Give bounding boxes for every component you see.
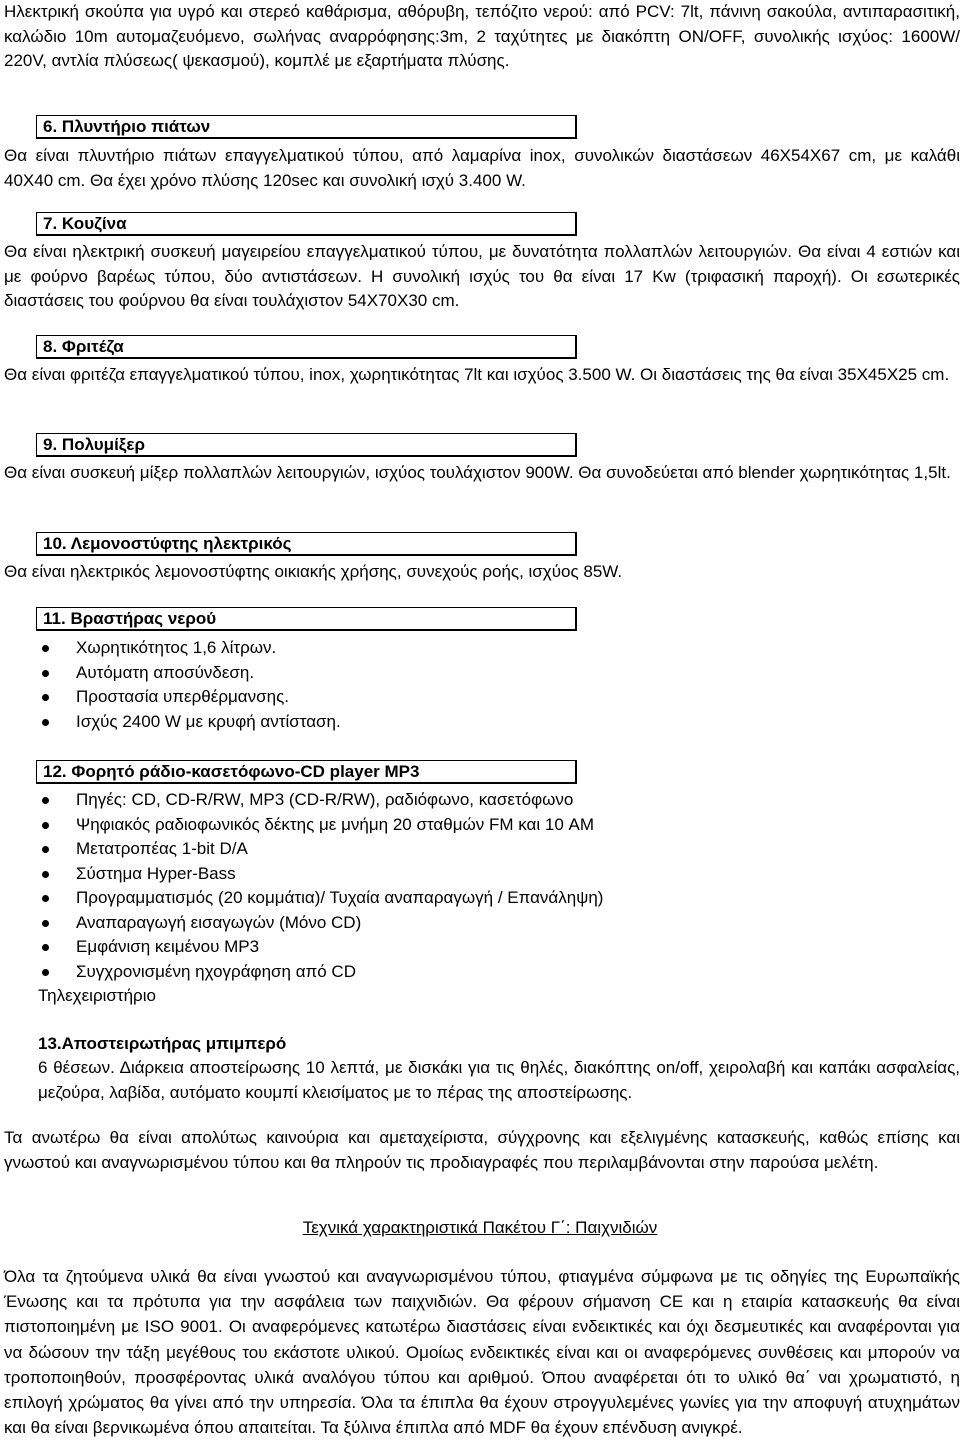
- section-9-title: Πολυμίξερ: [61, 435, 145, 454]
- section-12-title: Φορητό ράδιο-κασετόφωνο-CD player MP3: [71, 762, 420, 781]
- list-item: Ισχύς 2400 W με κρυφή αντίσταση.: [4, 710, 341, 735]
- list-item: Χωρητικότητος 1,6 λίτρων.: [4, 636, 341, 661]
- section-7-text: Θα είναι ηλεκτρική συσκευή μαγειρείου επαγγελματικού τύπου, με δυνατότητα πολλαπλών λειτουργιών. Θα είναι 4 εστιών και με φούρνο βαρέως τύπου, δύο αντιστάσεων. Η συνολική ισχύς του θα είναι 17 Kw (τριφασική παροχή). Οι εσωτερικές διαστάσεις του φούρνου θα είναι τουλάχιστον 54Χ70Χ30 cm.: [4, 242, 960, 310]
- section-10-number: 10.: [43, 534, 67, 553]
- section-11-heading: [36, 607, 577, 631]
- list-item: Προγραμματισμός (20 κομμάτια)/ Τυχαία αναπαραγωγή / Επανάληψη): [4, 886, 603, 911]
- section-8-heading: [36, 335, 577, 359]
- section-9-text: Θα είναι συσκευή μίξερ πολλαπλών λειτουργιών, ισχύος τουλάχιστον 900W. Θα συνοδεύεται από blender χωρητικότητας 1,5lt.: [4, 463, 951, 482]
- section-13-title: Αποστειρωτήρας μπιμπερό: [61, 1034, 287, 1053]
- section-6-text: Θα είναι πλυντήριο πιάτων επαγγελματικού τύπου, από λαμαρίνα inox, συνολικών διαστάσεων 46Χ54Χ67 cm, με καλάθι 40Χ40 cm. Θα έχει χρόνο πλύσης 120sec και συνολική ισχύ 3.400 W.: [4, 146, 960, 190]
- section-13-heading: [38, 1032, 286, 1056]
- section-8-number: 8.: [43, 337, 58, 356]
- section-11-number: 11.: [43, 609, 66, 628]
- list-item: Προστασία υπερθέρμανσης.: [4, 685, 341, 710]
- section-12-heading: [36, 760, 577, 784]
- section-10-heading: [36, 532, 577, 556]
- section-10-text: Θα είναι ηλεκτρικός λεμονοστύφτης οικιακής χρήσης, συνεχούς ροής, ισχύος 85W.: [4, 562, 623, 581]
- section-9-heading: [36, 433, 577, 457]
- package-heading: Τεχνικά χαρακτηριστικά Πακέτου Γ΄: Παιχνιδιών: [302, 1218, 658, 1237]
- section-6-number: 6.: [43, 117, 58, 136]
- list-item: Αυτόματη αποσύνδεση.: [4, 661, 341, 686]
- section-7-heading: [36, 212, 577, 236]
- list-item: Αναπαραγωγή εισαγωγών (Μόνο CD): [4, 911, 603, 936]
- section-11-list: [4, 636, 341, 734]
- section-10-title: Λεμονοστύφτης ηλεκτρικός: [70, 534, 292, 553]
- section-12-list: [4, 788, 603, 984]
- section-7-number: 7.: [43, 214, 58, 233]
- section-12-trailing: Τηλεχειριστήριο: [38, 986, 156, 1005]
- package-paragraph: Όλα τα ζητούμενα υλικά θα είναι γνωστού και αναγνωρισμένου τύπου, φτιαγμένα σύμφωνα με τις οδηγίες της Ευρωπαϊκής Ένωσης και τα πρότυπα για την ασφάλεια των παιχνιδιών. Θα φέρουν σήμανση CE και η εταιρία κατασκευής θα είναι πιστοποιημένη με ISO 9001. Οι αναφερόμενες κατωτέρω διαστάσεις είναι ενδεικτικές και όχι δεσμευτικές και αναφέρονται για να δώσουν την τάξη μεγέθους του εκάστοτε υλικού. Ομοίως ενδεικτικές είναι και οι αναφερόμενες συνθέσεις και μπορούν να τροποποιηθούν, προσφέροντας υλικά αναλόγου τύπου και αριθμού. Όπου αναφέρεται ότι το υλικό θα΄ ναι χρωματιστό, η επιλογή χρώματος θα γίνει από την υπηρεσία. Όλα τα έπιπλα θα έχουν στρογγυλεμένες γωνίες για την αποφυγή ατυχημάτων και θα είναι βερνικωμένα όπου απαιτείται. Τα ξύλινα έπιπλα από MDF θα έχουν επένδυση ανιγκρέ.: [4, 1267, 960, 1438]
- list-item: Πηγές: CD, CD-R/RW, MP3 (CD-R/RW), ραδιόφωνο, κασετόφωνο: [4, 788, 603, 813]
- section-6-title: Πλυντήριο πιάτων: [61, 117, 211, 136]
- section-8-title: Φριτέζα: [61, 337, 124, 356]
- section-13-number: 13.: [38, 1034, 62, 1053]
- closing-paragraph: Τα ανωτέρω θα είναι απολύτως καινούρια και αμεταχείριστα, σύγχρονης και εξελιγμένης κατασκευής, καθώς επίσης και γνωστού και αναγνωρισμένου τύπου και θα πληρούν τις προδιαγραφές που περιλαμβάνονται στην παρούσα μελέτη.: [4, 1128, 960, 1172]
- section-8-text: Θα είναι φριτέζα επαγγελματικού τύπου, inox, χωρητικότητας 7lt και ισχύος 3.500 W. Οι διαστάσεις της θα είναι 35Χ45Χ25 cm.: [4, 365, 950, 384]
- section-12-number: 12.: [43, 762, 67, 781]
- list-item: Μετατροπέας 1-bit D/A: [4, 837, 603, 862]
- list-item: Εμφάνιση κειμένου MP3: [4, 935, 603, 960]
- section-11-title: Βραστήρας νερού: [70, 609, 217, 628]
- intro-paragraph: Ηλεκτρική σκούπα για υγρό και στερεό καθάρισμα, αθόρυβη, τεπόζιτο νερού: από PCV: 7lt, πάνινη σακούλα, αντιπαρασιτική, καλώδιο 10m αυτομαζευόμενο, σωλήνας αναρρόφησης:3m, 2 ταχύτητες με διακόπτη ON/OFF, συνολικής ισχύος: 1600W/ 220V, αντλία πλύσεως( ψεκασμού), κομπλέ με εξαρτήματα πλύσης.: [4, 2, 960, 70]
- section-6-heading: [36, 115, 577, 139]
- section-9-number: 9.: [43, 435, 58, 454]
- list-item: Σύστημα Hyper-Bass: [4, 862, 603, 887]
- section-7-title: Κουζίνα: [61, 214, 127, 233]
- list-item: Συγχρονισμένη ηχογράφηση από CD: [4, 960, 603, 985]
- section-13-text: 6 θέσεων. Διάρκεια αποστείρωσης 10 λεπτά, με δισκάκι για τις θηλές, διακόπτης on/off, χειρολαβή και καπάκι ασφαλείας, μεζούρα, λαβίδα, αυτόματο κουμπί κλεισίματος με το πέρας της αποστείρωσης.: [38, 1058, 960, 1102]
- list-item: Ψηφιακός ραδιοφωνικός δέκτης με μνήμη 20 σταθμών FM και 10 AM: [4, 813, 603, 838]
